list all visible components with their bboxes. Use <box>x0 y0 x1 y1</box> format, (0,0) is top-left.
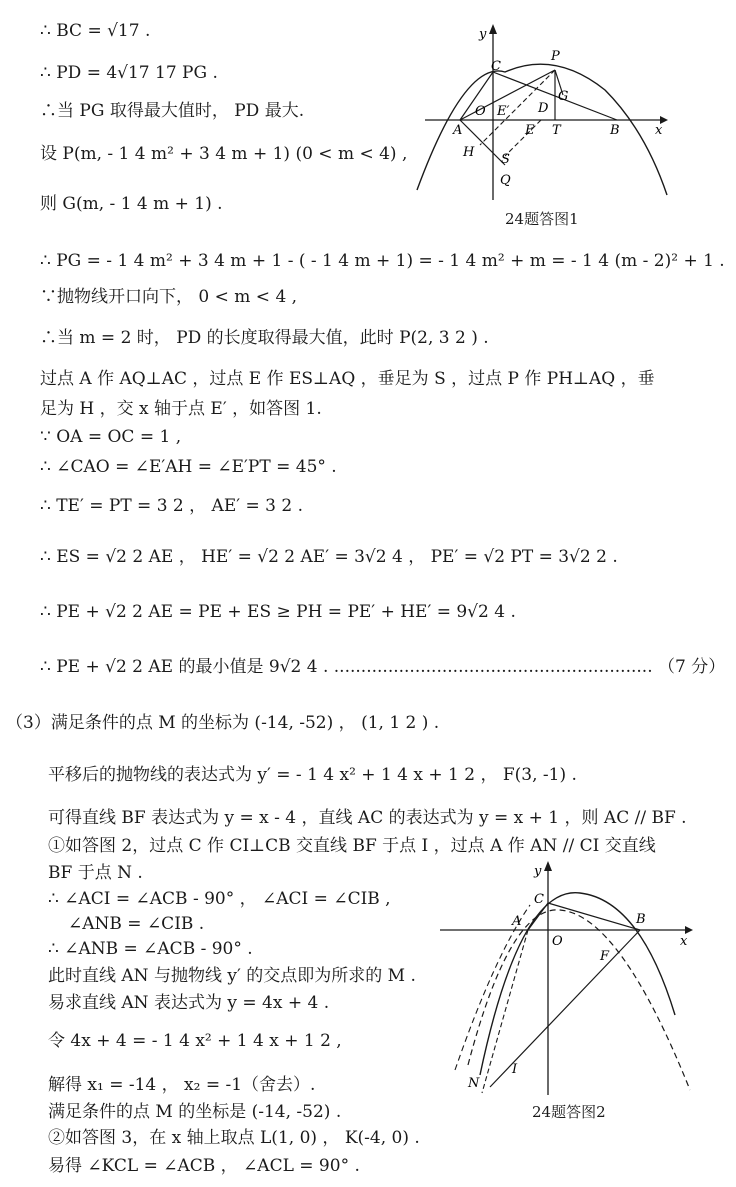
line-22 <box>48 888 391 910</box>
line-text: （3）满足条件的点 M 的坐标为 (-14, -52) ， (1, 1 2 ) . <box>6 713 440 733</box>
label-i: I <box>512 1062 518 1077</box>
label-y: y <box>479 27 487 42</box>
label-e: E <box>525 123 535 138</box>
parabola-original <box>480 893 675 1075</box>
line-text: 令 4x + 4 = - 1 4 x² + 1 4 x + 1 2 , <box>48 1031 342 1051</box>
line-text: ∴当 PG 取得最大值时， PD 最大. <box>40 101 305 121</box>
label-b: B <box>610 123 620 138</box>
line-27 <box>48 1030 342 1052</box>
figure-1-graph <box>405 20 675 210</box>
line-text: ∴ PG = - 1 4 m² + 3 4 m + 1 - ( - 1 4 m + 1) = - 1 4 m² + m = - 1 4 (m - 2)² + 1 . <box>40 251 725 271</box>
line-text: ∵ OA = OC = 1 , <box>40 427 182 447</box>
label-s: S <box>501 152 510 167</box>
label-d: D <box>538 101 549 116</box>
line-text: ∴ ∠ACI = ∠ACB - 90° ， ∠ACI = ∠CIB , <box>48 889 391 909</box>
line-18 <box>48 764 577 786</box>
label-h: H <box>463 145 475 160</box>
label-x: x <box>680 934 688 949</box>
label-t: T <box>552 123 561 138</box>
line-ac <box>528 903 548 930</box>
line-2 <box>40 62 218 84</box>
label-a: A <box>453 123 463 138</box>
line-7 <box>40 286 297 308</box>
line-text: ①如答图 2，过点 C 作 CI⊥CB 交直线 BF 于点 I ，过点 A 作 AN // CI 交直线 <box>48 836 656 856</box>
line-text: ∵抛物线开口向下， 0 < m < 4 , <box>40 287 298 307</box>
label-n: N <box>468 1076 480 1091</box>
line-30 <box>48 1127 420 1149</box>
line-9 <box>40 368 655 390</box>
label-x: x <box>655 123 663 138</box>
y-arrow <box>489 24 497 34</box>
label-a: A <box>512 914 522 929</box>
figure-2 <box>440 855 698 1130</box>
line-text: ∴ ES = √2 2 AE ， HE′ = √2 2 AE′ = 3√2 4 ， PE′ = √2 PT = 3√2 2 . <box>40 547 618 567</box>
figure-1 <box>405 20 675 235</box>
label-e-prime: E′ <box>497 104 510 119</box>
line-text: 则 G(m, - 1 4 m + 1) . <box>40 194 223 214</box>
line-26 <box>48 992 329 1014</box>
figure-1-caption: 24题答图1 <box>505 210 579 228</box>
line-11 <box>40 426 181 448</box>
parabola-translated <box>468 910 690 1090</box>
line-14 <box>40 546 618 568</box>
line-15 <box>40 601 516 623</box>
line-text: 易求直线 AN 表达式为 y = 4x + 4 . <box>48 993 330 1013</box>
line-text: ∴ PE + √2 2 AE 的最小值是 9√2 4 . ........................................................... （7 分） <box>40 657 726 677</box>
line-text: 可得直线 BF 表达式为 y = x - 4 ，直线 AC 的表达式为 y = x + 1 ，则 AC // BF . <box>48 808 687 828</box>
line-21 <box>48 862 143 884</box>
line-text: ∠ANB = ∠CIB . <box>68 914 205 934</box>
label-f: F <box>600 949 610 964</box>
line-16 <box>40 656 725 678</box>
line-17 <box>6 712 439 734</box>
line-text: ∴ PE + √2 2 AE = PE + ES ≥ PH = PE′ + HE′ = 9√2 4 . <box>40 602 516 622</box>
line-text: 此时直线 AN 与抛物线 y′ 的交点即为所求的 M . <box>48 966 416 986</box>
label-y: y <box>534 864 542 879</box>
line-text: ∴ TE′ = PT = 3 2 ， AE′ = 3 2 . <box>40 496 303 516</box>
line-text: BF 于点 N . <box>48 863 143 883</box>
line-text: ∴ PD = 4√17 17 PG . <box>40 63 218 83</box>
line-28 <box>48 1074 315 1096</box>
line-text: ∴ ∠ANB = ∠ACB - 90° . <box>48 939 253 959</box>
line-4 <box>40 143 407 165</box>
line-text: 满足条件的点 M 的坐标是 (-14, -52) . <box>48 1102 342 1122</box>
line-es-dashed <box>505 120 541 156</box>
line-29 <box>48 1101 341 1123</box>
line-text: 解得 x₁ = -14 ， x₂ = -1（舍去）. <box>48 1075 316 1095</box>
line-text: 设 P(m, - 1 4 m² + 3 4 m + 1) (0 < m < 4) , <box>40 144 408 164</box>
line-3 <box>40 100 304 122</box>
line-23 <box>68 913 204 935</box>
label-p: P <box>551 49 560 64</box>
line-text: ②如答图 3，在 x 轴上取点 L(1, 0) ， K(-4, 0) . <box>48 1128 420 1148</box>
label-o: O <box>552 934 563 949</box>
line-12 <box>40 456 337 478</box>
label-q: Q <box>500 173 511 188</box>
label-b: B <box>636 912 646 927</box>
line-text: ∴ ∠CAO = ∠E′AH = ∠E′PT = 45° . <box>40 457 337 477</box>
line-20 <box>48 835 656 857</box>
line-cb <box>548 903 640 930</box>
line-13 <box>40 495 303 517</box>
line-8 <box>40 327 489 349</box>
line-text: ∴当 m = 2 时， PD 的长度取得最大值，此时 P(2, 3 2 ) . <box>40 328 489 348</box>
line-31 <box>48 1155 360 1177</box>
line-text: 易得 ∠KCL = ∠ACB ， ∠ACL = 90° . <box>48 1156 360 1176</box>
line-10 <box>40 398 322 420</box>
line-25 <box>48 965 416 987</box>
line-24 <box>48 938 253 960</box>
y-arrow <box>544 861 552 871</box>
figure-2-graph <box>440 855 698 1100</box>
line-text: ∴ BC = √17 . <box>40 21 151 41</box>
line-1 <box>40 20 150 42</box>
figure-2-caption: 24题答图2 <box>532 1103 606 1121</box>
label-g: G <box>558 89 569 104</box>
x-arrow <box>685 926 693 934</box>
line-6 <box>40 250 725 272</box>
line-text: 足为 H ，交 x 轴于点 E′ ，如答图 1. <box>40 399 322 419</box>
line-text: 平移后的抛物线的表达式为 y′ = - 1 4 x² + 1 4 x + 1 2 ， F(3, -1) . <box>48 765 577 785</box>
label-c: C <box>534 892 544 907</box>
label-c: C <box>491 59 501 74</box>
line-an <box>482 930 528 1093</box>
line-19 <box>48 807 687 829</box>
label-o: O <box>475 104 486 119</box>
line-5 <box>40 193 223 215</box>
line-text: 过点 A 作 AQ⊥AC ，过点 E 作 ES⊥AQ ，垂足为 S ，过点 P 作 PH⊥AQ ，垂 <box>40 369 655 389</box>
